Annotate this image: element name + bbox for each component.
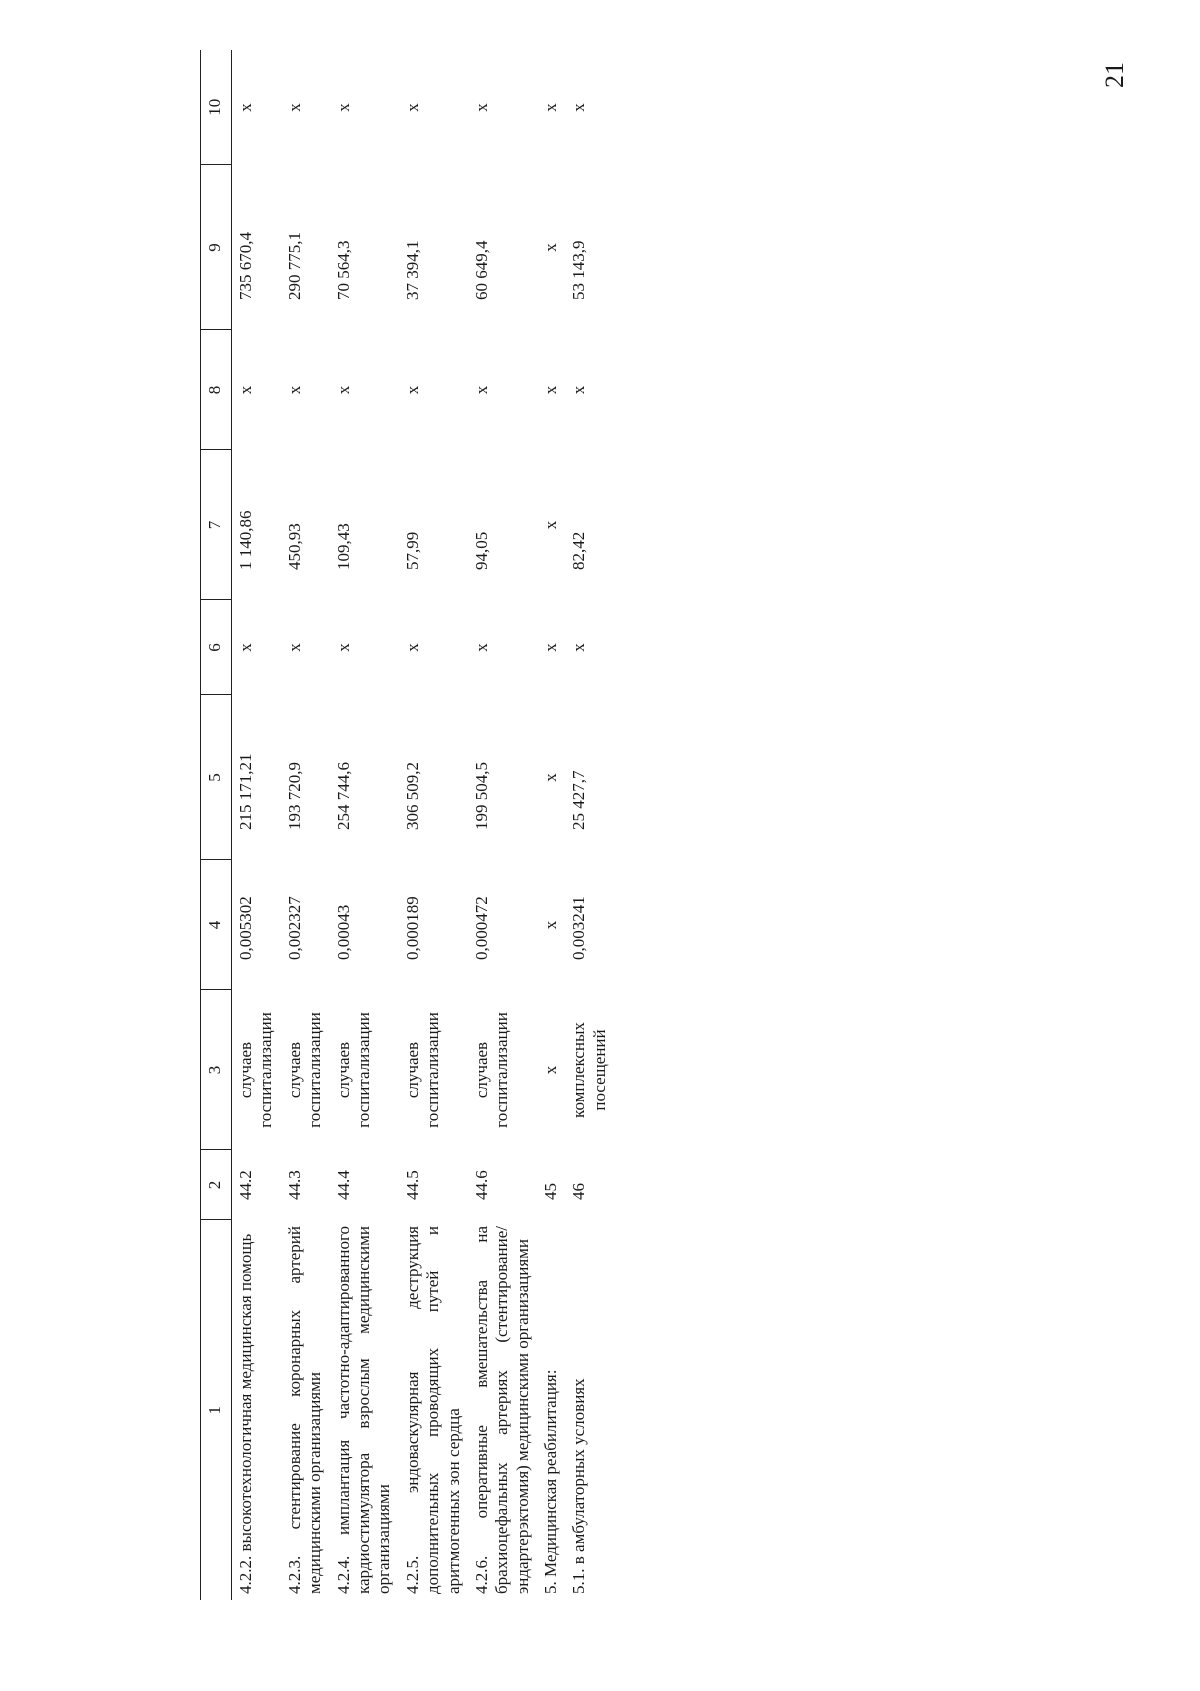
column-header: 3: [201, 990, 232, 1150]
row-value: х: [541, 103, 561, 112]
table-row: [565, 50, 614, 1600]
row-value: 0,000472: [471, 896, 491, 960]
row-name: 5. Медицинская реабилитация:: [541, 1369, 561, 1594]
row-value: х: [284, 643, 304, 652]
row-value: 70 564,3: [333, 240, 353, 300]
table-row: [399, 50, 468, 1600]
row-value: 0,00043: [333, 904, 353, 960]
row-unit: случаев госпитализации: [471, 1012, 512, 1128]
row-value: 94,05: [471, 531, 491, 570]
column-header: 6: [201, 600, 232, 695]
row-name: 4.2.3. стентирование коронарных артерий медицинскими организациями: [284, 1226, 325, 1594]
row-value: х: [284, 103, 304, 112]
row-value: 37 394,1: [402, 240, 422, 300]
row-value: х: [402, 385, 422, 395]
row-value: х: [541, 643, 561, 652]
row-value: 735 670,4: [236, 232, 255, 300]
table-row: [281, 50, 330, 1600]
row-value: 0,002327: [284, 896, 304, 960]
table-row: [537, 50, 565, 1600]
row-unit: случаев госпитализации: [402, 1012, 443, 1128]
row-value: х: [471, 385, 491, 395]
row-value: х: [569, 103, 589, 112]
row-value: х: [333, 385, 353, 395]
row-value: 199 504,5: [471, 762, 491, 830]
row-code: 44.5: [402, 1170, 422, 1200]
row-value: 60 649,4: [471, 240, 491, 300]
row-value: 306 509,2: [402, 762, 422, 830]
row-code: 44.6: [471, 1170, 491, 1200]
row-value: х: [541, 385, 561, 395]
column-header: 8: [201, 330, 232, 450]
row-code: 44.3: [284, 1170, 304, 1200]
row-value: х: [541, 773, 561, 782]
row-name: 4.2.6. оперативные вмешательства на брахиоцефальных артериях (стентирование/ эндартерэктомия) медицинскими организациями: [471, 1226, 532, 1594]
row-name: 4.2.4. имплантация частотно-адаптированного кардиостимулятора взрослым медицинскими организациями: [333, 1226, 394, 1594]
row-unit: комплексных посещений: [569, 1022, 609, 1118]
row-value: 254 744,6: [333, 762, 353, 830]
row-value: х: [236, 643, 255, 652]
row-code: 45: [541, 1183, 561, 1200]
row-value: 0,003241: [569, 896, 589, 960]
row-name: 4.2.5. эндоваскулярная деструкция дополнительных проводящих путей и аритмогенных зон сердца: [402, 1226, 463, 1594]
row-value: 193 720,9: [284, 762, 304, 830]
row-value: х: [541, 520, 561, 530]
row-value: 290 775,1: [284, 232, 304, 300]
column-header: 1: [201, 1220, 232, 1600]
column-header: 4: [201, 860, 232, 990]
row-value: х: [236, 385, 255, 395]
data-table: [200, 50, 614, 1600]
column-header: 5: [201, 695, 232, 860]
row-value: 0,005302: [236, 896, 255, 960]
column-header: 2: [201, 1150, 232, 1220]
page-number: 21: [1100, 62, 1129, 88]
row-value: х: [471, 103, 491, 112]
row-value: х: [569, 385, 589, 395]
row-value: х: [402, 643, 422, 652]
row-unit: случаев госпитализации: [333, 1012, 373, 1128]
row-value: 450,93: [284, 523, 304, 570]
row-code: 44.4: [333, 1170, 353, 1200]
row-unit: случаев госпитализации: [284, 1012, 325, 1128]
table-row: [330, 50, 399, 1600]
column-header: 10: [201, 50, 232, 165]
column-header: 9: [201, 165, 232, 330]
row-value: х: [569, 643, 589, 652]
row-value: 57,99: [402, 531, 422, 570]
row-value: х: [541, 920, 561, 930]
row-value: 109,43: [333, 523, 353, 570]
row-value: х: [471, 643, 491, 652]
row-name: 5.1. в амбулаторных условиях: [569, 1378, 589, 1594]
row-value: 0,000189: [402, 896, 422, 960]
table-row: [468, 50, 537, 1600]
row-unit: случаев госпитализации: [236, 1012, 276, 1128]
row-value: 1 140,86: [236, 510, 255, 570]
row-unit: х: [541, 1065, 561, 1075]
column-header: 7: [201, 450, 232, 600]
row-value: х: [541, 243, 561, 252]
rotated-table-container: [200, 50, 1020, 1600]
row-value: х: [333, 103, 353, 112]
row-value: 53 143,9: [569, 240, 589, 300]
row-value: х: [333, 643, 353, 652]
row-value: 82,42: [569, 531, 589, 570]
row-value: х: [402, 103, 422, 112]
row-value: 25 427,7: [569, 770, 589, 830]
row-value: х: [284, 385, 304, 395]
row-code: 44.2: [236, 1170, 255, 1200]
row-value: 215 171,21: [236, 753, 255, 830]
row-value: х: [236, 103, 255, 112]
row-name: 4.2.2. высокотехнологичная медицинская помощь: [236, 1233, 255, 1594]
row-code: 46: [569, 1183, 589, 1200]
table-row: [232, 50, 281, 1600]
table-header-row: [201, 50, 232, 1600]
